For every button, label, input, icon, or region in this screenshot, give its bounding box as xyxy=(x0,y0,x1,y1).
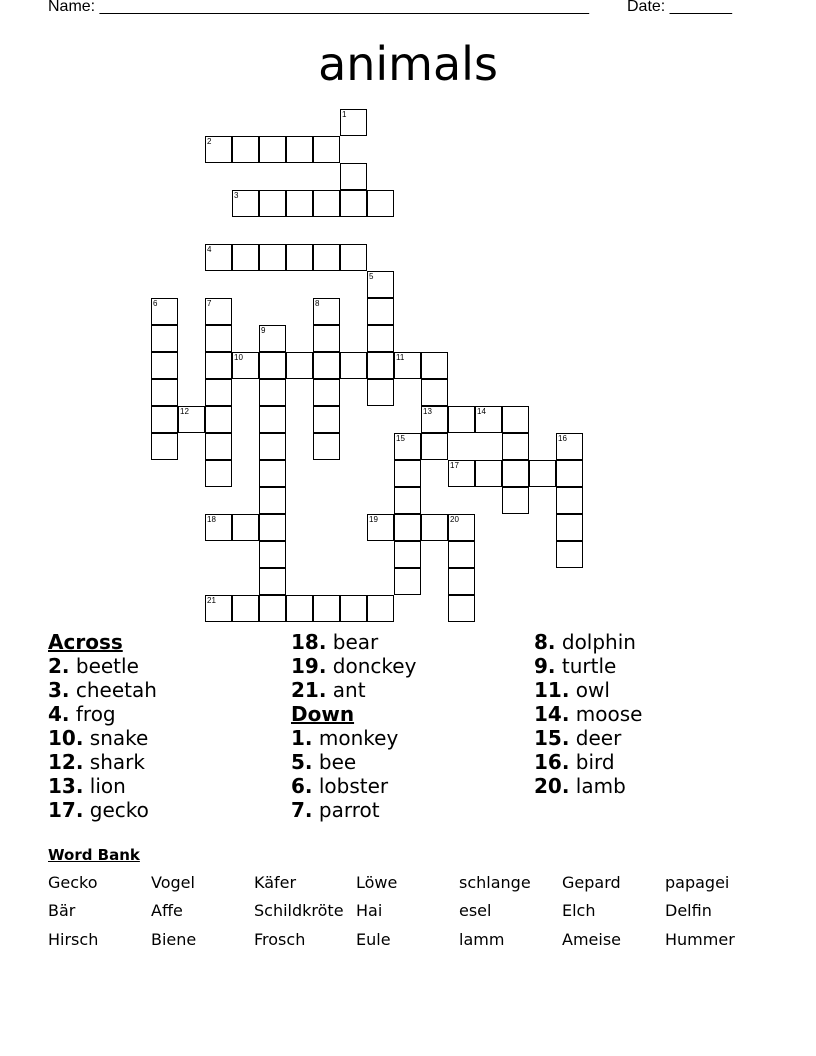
grid-cell xyxy=(232,595,259,622)
name-field-line: Name: _______________________________________________________ xyxy=(48,0,589,15)
clue-number-label: 8 xyxy=(315,299,320,308)
word-bank-word: esel xyxy=(459,901,492,920)
clue-item xyxy=(48,774,157,798)
clue-item xyxy=(534,678,642,702)
clue-text: frog xyxy=(69,702,116,726)
word-bank-word: Vogel xyxy=(151,873,195,892)
clue-item xyxy=(534,774,642,798)
grid-cell xyxy=(421,379,448,406)
grid-cell xyxy=(205,379,232,406)
grid-cell xyxy=(259,352,286,379)
clue-item xyxy=(291,774,416,798)
clue-number: 8. xyxy=(534,630,556,654)
clue-number: 19. xyxy=(291,654,327,678)
grid-cell xyxy=(286,595,313,622)
grid-cell xyxy=(502,406,529,433)
clue-number: 12. xyxy=(48,750,84,774)
clue-number: 1. xyxy=(291,726,313,750)
clue-number-label: 12 xyxy=(180,407,189,416)
clue-number-label: 13 xyxy=(423,407,432,416)
clue-text: snake xyxy=(83,726,149,750)
grid-cell xyxy=(151,433,178,460)
clue-number: 7. xyxy=(291,798,313,822)
grid-cell xyxy=(205,352,232,379)
clue-item xyxy=(291,726,416,750)
grid-cell xyxy=(529,460,556,487)
grid-cell xyxy=(502,433,529,460)
clue-item xyxy=(48,726,157,750)
clue-text: shark xyxy=(83,750,145,774)
clue-text: turtle xyxy=(555,654,617,678)
grid-cell xyxy=(286,190,313,217)
grid-cell xyxy=(556,460,583,487)
grid-cell xyxy=(259,406,286,433)
grid-cell xyxy=(367,190,394,217)
clue-number-label: 19 xyxy=(369,515,378,524)
grid-cell xyxy=(448,595,475,622)
clue-number-label: 7 xyxy=(207,299,212,308)
down-clues-list xyxy=(291,726,416,822)
grid-cell xyxy=(556,514,583,541)
clue-number: 18. xyxy=(291,630,327,654)
clue-text: owl xyxy=(569,678,610,702)
clue-item xyxy=(291,654,416,678)
grid-cell xyxy=(502,460,529,487)
clue-number: 5. xyxy=(291,750,313,774)
clue-number-label: 16 xyxy=(558,434,567,443)
clue-item xyxy=(534,654,642,678)
clue-number-label: 14 xyxy=(477,407,486,416)
clue-number: 11. xyxy=(534,678,570,702)
clue-number-label: 20 xyxy=(450,515,459,524)
clue-text: lamb xyxy=(569,774,626,798)
clue-item xyxy=(48,678,157,702)
clue-number: 21. xyxy=(291,678,327,702)
grid-cell xyxy=(421,514,448,541)
clue-text: beetle xyxy=(69,654,139,678)
clue-column-1 xyxy=(48,630,157,822)
clue-text: lobster xyxy=(312,774,389,798)
grid-cell xyxy=(232,244,259,271)
word-bank-word: lamm xyxy=(459,930,505,949)
clue-number: 15. xyxy=(534,726,570,750)
grid-cell xyxy=(448,541,475,568)
clue-text: cheetah xyxy=(69,678,157,702)
clue-number-label: 5 xyxy=(369,272,374,281)
grid-cell xyxy=(421,433,448,460)
clue-text: bear xyxy=(326,630,379,654)
clue-item xyxy=(48,798,157,822)
grid-cell xyxy=(340,163,367,190)
clue-item xyxy=(534,750,642,774)
grid-cell xyxy=(556,541,583,568)
clue-text: dolphin xyxy=(555,630,636,654)
grid-cell xyxy=(367,325,394,352)
grid-cell xyxy=(313,190,340,217)
clue-number-label: 10 xyxy=(234,353,243,362)
grid-cell xyxy=(259,244,286,271)
grid-cell xyxy=(259,190,286,217)
down-clues-list-cont xyxy=(534,630,642,798)
grid-cell xyxy=(367,352,394,379)
word-bank-word: Gecko xyxy=(48,873,98,892)
clue-number-label: 6 xyxy=(153,299,158,308)
grid-cell xyxy=(502,487,529,514)
clue-text: deer xyxy=(569,726,622,750)
word-bank-word: Gepard xyxy=(562,873,621,892)
grid-cell xyxy=(286,244,313,271)
grid-cell xyxy=(340,190,367,217)
grid-cell xyxy=(448,406,475,433)
grid-cell xyxy=(367,298,394,325)
grid-cell xyxy=(259,595,286,622)
clue-column-2 xyxy=(291,630,416,822)
grid-cell xyxy=(259,487,286,514)
clue-number: 14. xyxy=(534,702,570,726)
grid-cell xyxy=(232,136,259,163)
clue-item xyxy=(291,750,416,774)
grid-cell xyxy=(259,568,286,595)
grid-cell xyxy=(286,136,313,163)
grid-cell xyxy=(259,379,286,406)
grid-cell xyxy=(340,244,367,271)
clue-number-label: 2 xyxy=(207,137,212,146)
grid-cell xyxy=(205,406,232,433)
word-bank-word: Bär xyxy=(48,901,76,920)
grid-cell xyxy=(205,433,232,460)
grid-cell xyxy=(367,595,394,622)
grid-cell xyxy=(151,352,178,379)
grid-cell xyxy=(205,325,232,352)
word-bank-word: Löwe xyxy=(356,873,398,892)
clue-item xyxy=(534,702,642,726)
clue-number: 20. xyxy=(534,774,570,798)
clue-item xyxy=(48,750,157,774)
grid-cell xyxy=(394,460,421,487)
grid-cell xyxy=(313,433,340,460)
word-bank-word: Biene xyxy=(151,930,197,949)
across-heading: Across xyxy=(48,630,123,654)
clue-text: bee xyxy=(312,750,357,774)
word-bank-word: Frosch xyxy=(254,930,306,949)
clue-number-label: 11 xyxy=(396,353,405,362)
grid-cell xyxy=(259,433,286,460)
grid-cell xyxy=(340,352,367,379)
clue-number: 13. xyxy=(48,774,84,798)
clue-number: 2. xyxy=(48,654,70,678)
across-clues-list-cont xyxy=(291,630,416,702)
grid-cell xyxy=(313,595,340,622)
across-clues-list xyxy=(48,654,157,822)
clue-number-label: 4 xyxy=(207,245,212,254)
word-bank-word: Schildkröte xyxy=(254,901,344,920)
grid-cell xyxy=(313,136,340,163)
word-bank-word: schlange xyxy=(459,873,531,892)
grid-cell xyxy=(313,352,340,379)
clue-item xyxy=(291,678,416,702)
clue-number-label: 9 xyxy=(261,326,266,335)
clue-number: 6. xyxy=(291,774,313,798)
page-title: animals xyxy=(318,37,498,91)
clue-item xyxy=(534,726,642,750)
grid-cell xyxy=(259,460,286,487)
grid-cell xyxy=(313,244,340,271)
grid-cell xyxy=(205,460,232,487)
clue-item xyxy=(48,654,157,678)
clue-number-label: 21 xyxy=(207,596,216,605)
word-bank-word: Eule xyxy=(356,930,391,949)
grid-cell xyxy=(151,379,178,406)
grid-cell xyxy=(151,406,178,433)
grid-cell xyxy=(448,568,475,595)
clue-text: moose xyxy=(569,702,643,726)
grid-cell xyxy=(367,379,394,406)
clue-text: parrot xyxy=(312,798,380,822)
clue-text: gecko xyxy=(83,798,149,822)
clue-number-label: 1 xyxy=(342,110,347,119)
clue-text: bird xyxy=(569,750,615,774)
word-bank-word: Elch xyxy=(562,901,596,920)
grid-cell xyxy=(421,352,448,379)
grid-cell xyxy=(394,541,421,568)
word-bank-title: Word Bank xyxy=(48,846,140,864)
clue-item xyxy=(534,630,642,654)
grid-cell xyxy=(475,460,502,487)
clue-item xyxy=(48,702,157,726)
grid-cell xyxy=(232,514,259,541)
grid-cell xyxy=(313,406,340,433)
clue-number: 16. xyxy=(534,750,570,774)
down-heading: Down xyxy=(291,702,355,726)
clue-number: 9. xyxy=(534,654,556,678)
clue-number: 10. xyxy=(48,726,84,750)
grid-cell xyxy=(259,514,286,541)
word-bank-word: Hai xyxy=(356,901,383,920)
grid-cell xyxy=(394,514,421,541)
clue-number: 17. xyxy=(48,798,84,822)
grid-cell xyxy=(394,568,421,595)
word-bank-word: Käfer xyxy=(254,873,297,892)
word-bank-word: Hummer xyxy=(665,930,735,949)
grid-cell xyxy=(394,487,421,514)
clue-number: 3. xyxy=(48,678,70,702)
clue-text: donckey xyxy=(326,654,417,678)
date-field-line: Date: _______ xyxy=(627,0,732,15)
clue-number-label: 18 xyxy=(207,515,216,524)
word-bank-word: Hirsch xyxy=(48,930,99,949)
clue-text: monkey xyxy=(312,726,399,750)
grid-cell xyxy=(259,541,286,568)
grid-cell xyxy=(313,379,340,406)
grid-cell xyxy=(313,325,340,352)
grid-cell xyxy=(259,136,286,163)
clue-number: 4. xyxy=(48,702,70,726)
clue-text: lion xyxy=(83,774,126,798)
grid-cell xyxy=(151,325,178,352)
clue-number-label: 3 xyxy=(234,191,239,200)
clue-item xyxy=(291,630,416,654)
clue-text: ant xyxy=(326,678,366,702)
word-bank-word: Delfin xyxy=(665,901,712,920)
grid-cell xyxy=(556,487,583,514)
clue-number-label: 15 xyxy=(396,434,405,443)
word-bank-word: papagei xyxy=(665,873,730,892)
grid-cell xyxy=(286,352,313,379)
grid-cell xyxy=(340,595,367,622)
word-bank-word: Affe xyxy=(151,901,183,920)
clue-number-label: 17 xyxy=(450,461,459,470)
clue-column-3 xyxy=(534,630,642,798)
clue-item xyxy=(291,798,416,822)
word-bank-word: Ameise xyxy=(562,930,621,949)
